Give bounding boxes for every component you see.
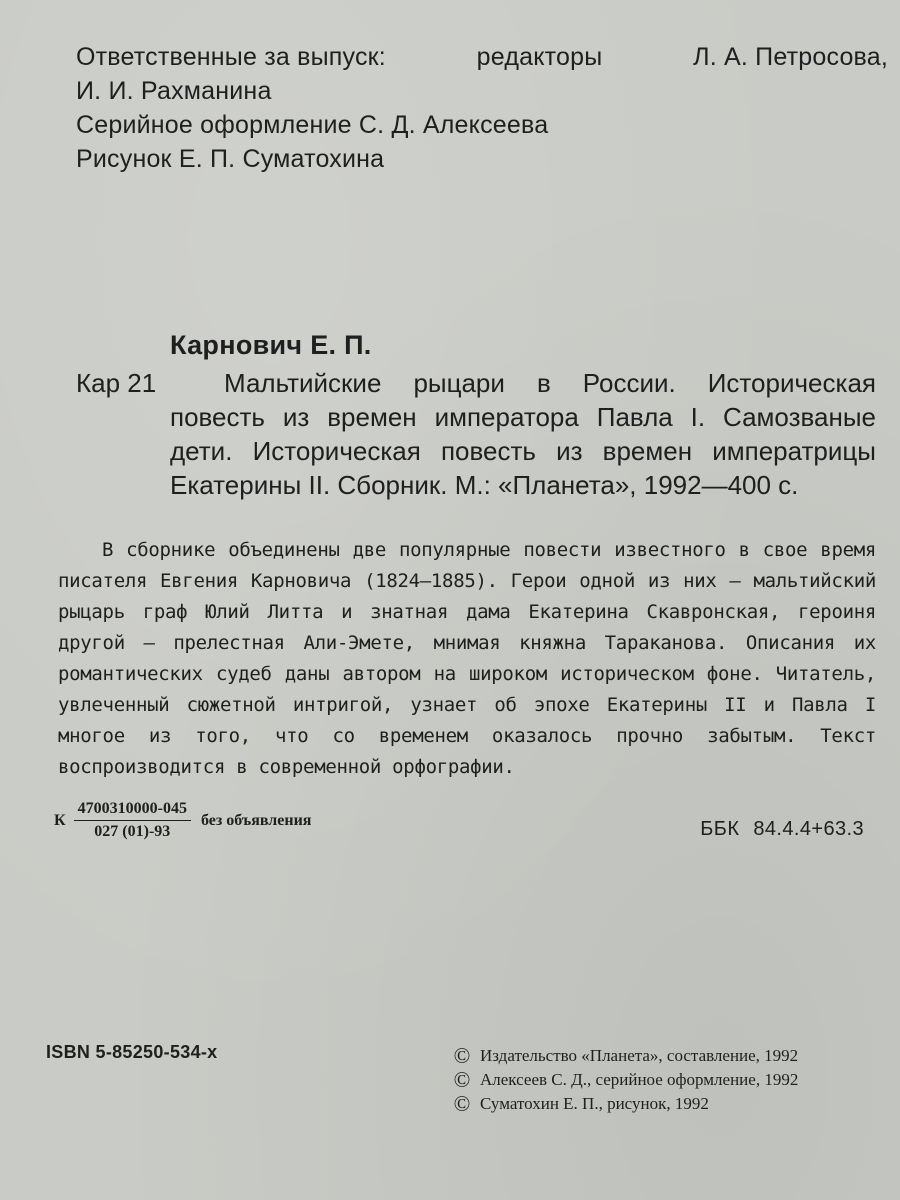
publisher-code-note: без объявления	[200, 811, 312, 829]
bibliographic-description: Мальтийские рыцари в России. Историческая повесть из времен императора Павла I. Самозваные дети. Историческая повесть из времен императрицы Екатерины II. Сборник. М.: «Планета», 1992—400 с.	[170, 368, 876, 500]
editors-role: редакторы	[476, 43, 603, 71]
bbk-value: 84.4.4+63.3	[753, 818, 864, 840]
bbk-label: ББК	[700, 818, 740, 840]
publisher-code-fraction	[74, 800, 191, 841]
series-design-credit: Серийное оформление С. Д. Алексеева	[76, 111, 549, 139]
copyright-text: Алексеев С. Д., серийное оформление, 1992	[480, 1070, 799, 1089]
publisher-code-letter: К	[54, 811, 66, 829]
publisher-code-numerator: 4700310000-045	[74, 800, 191, 821]
publisher-code-denominator: 027 (01)-93	[94, 823, 171, 840]
editor-1: Л. А. Петросова,	[693, 43, 888, 71]
copyright-text: Издательство «Планета», составление, 1992	[480, 1046, 799, 1065]
author-heading: Карнович Е. П.	[170, 330, 372, 360]
bbk-classification	[700, 818, 864, 841]
copyright-text: Суматохин Е. П., рисунок, 1992	[480, 1094, 709, 1113]
isbn: ISBN 5-85250-534-х	[46, 1042, 218, 1062]
call-number: Кар 21	[76, 368, 157, 398]
copyright-line	[452, 1044, 882, 1068]
editor-2: И. И. Рахманина	[76, 77, 272, 105]
publisher-code	[54, 800, 311, 841]
copyright-icon: ©	[453, 1067, 471, 1092]
credits-editors-line	[76, 40, 888, 74]
copyright-icon: ©	[453, 1043, 471, 1068]
copyright-list	[452, 1044, 882, 1116]
annotation-paragraph: В сборнике объединены две популярные повести известного в свое время писателя Евгения Карновича (1824—1885). Герои одной из них — мальтийский рыцарь граф Юлий Литта и знатная дама Екатерина Скавронская, героиня другой — прелестная Али-Эмете, мнимая княжна Тараканова. Описания их романтических судеб даны автором на широком историческом фоне. Читатель, увлеченный сюжетной интригой, узнает об эпохе Екатерины II и Павла I многое из того, что со временем оказалось прочно забытым. Текст воспроизводится в современной орфографии.	[58, 539, 876, 778]
copyright-line	[452, 1068, 882, 1092]
drawing-credit: Рисунок Е. П. Суматохина	[76, 145, 385, 173]
copyright-icon: ©	[453, 1091, 471, 1116]
credits-block	[76, 40, 888, 176]
copyright-line	[452, 1092, 882, 1116]
editors-label: Ответственные за выпуск:	[76, 43, 386, 71]
